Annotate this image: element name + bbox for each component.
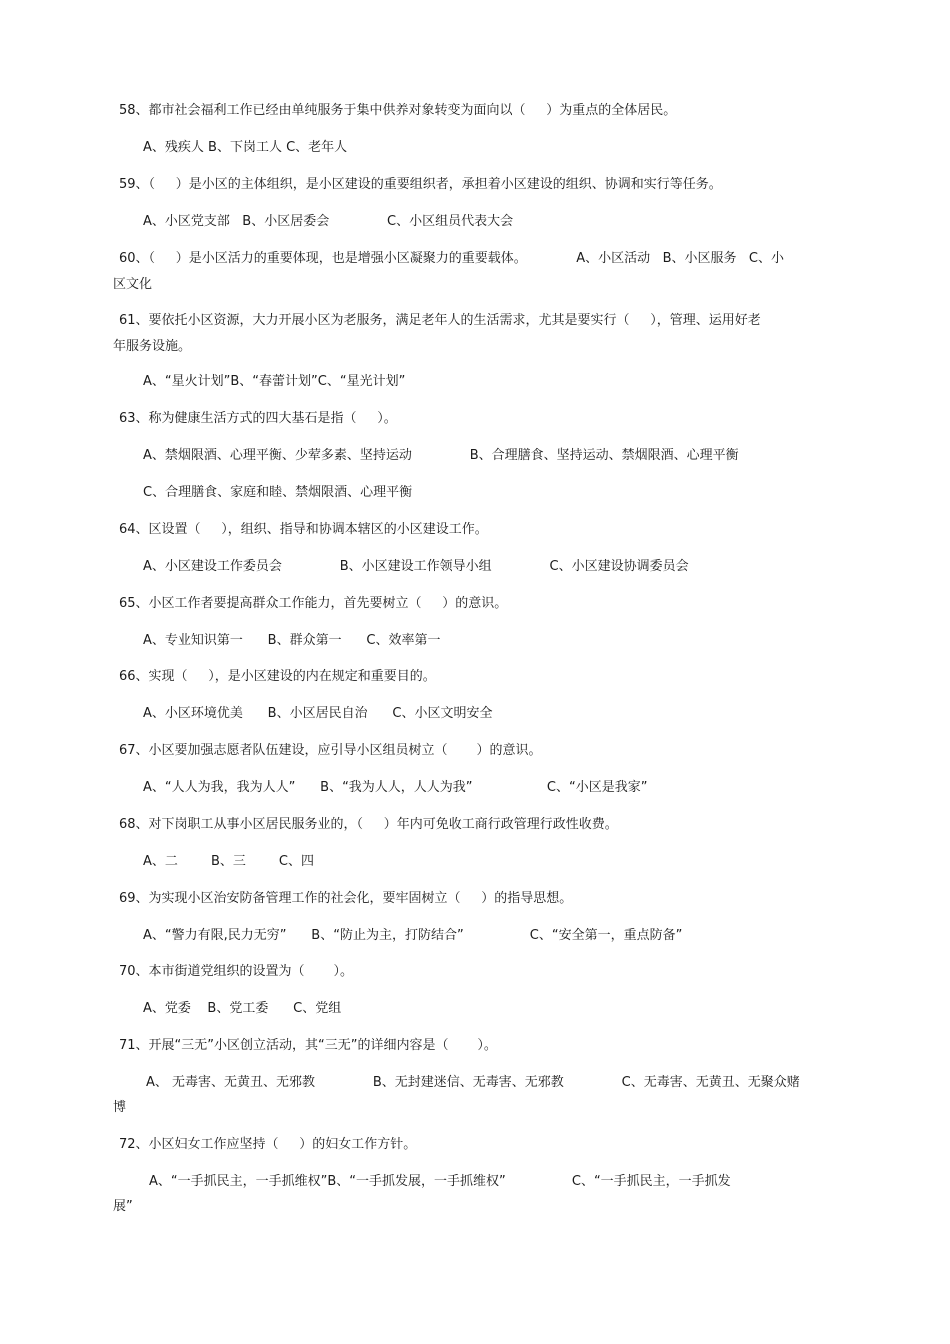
options-71-cont: 博: [113, 1100, 127, 1115]
question-65: 65、小区工作者要提高群众工作能力，首先要树立（ ）的意识。: [119, 596, 508, 611]
options-59: A、小区党支部 B、小区居委会 C、小区组员代表大会: [143, 214, 514, 229]
question-59: 59、（ ）是小区的主体组织，是小区建设的重要组织者，承担着小区建设的组织、协调和实行等任务。: [119, 177, 722, 192]
options-63-line2: C、合理膳食、家庭和睦、禁烟限酒、心理平衡: [143, 485, 413, 500]
options-68: A、二 B、三 C、四: [143, 854, 315, 869]
options-66: A、小区环境优美 B、小区居民自治 C、小区文明安全: [143, 706, 493, 721]
options-67: A、“人人为我，我为人人” B、“我为人人，人人为我” C、“小区是我家”: [143, 780, 648, 795]
options-58: A、残疾人 B、下岗工人 C、老年人: [143, 140, 348, 155]
question-68: 68、对下岗职工从事小区居民服务业的，（ ）年内可免收工商行政管理行政性收费。: [119, 817, 618, 832]
question-67: 67、小区要加强志愿者队伍建设，应引导小区组员树立（ ）的意识。: [119, 743, 542, 758]
question-72: 72、小区妇女工作应坚持（ ）的妇女工作方针。: [119, 1137, 417, 1152]
options-65: A、专业知识第一 B、群众第一 C、效率第一: [143, 633, 441, 648]
options-69: A、“警力有限,民力无穷” B、“防止为主，打防结合” C、“安全第一，重点防备”: [143, 928, 683, 943]
question-61: 61、要依托小区资源，大力开展小区为老服务，满足老年人的生活需求，尤其是要实行（ ），管理、运用好老: [119, 313, 761, 328]
question-71: 71、开展“三无”小区创立活动，其“三无”的详细内容是（ ）。: [119, 1038, 497, 1053]
options-63-line1: A、禁烟限酒、心理平衡、少荤多素、坚持运动 B、合理膳食、坚持运动、禁烟限酒、心理平衡: [143, 448, 739, 463]
question-63: 63、称为健康生活方式的四大基石是指（ ）。: [119, 411, 397, 426]
question-64: 64、区设置（ ），组织、指导和协调本辖区的小区建设工作。: [119, 522, 488, 537]
options-72-cont: 展”: [113, 1199, 133, 1214]
question-60: 60、（ ）是小区活力的重要体现，也是增强小区凝聚力的重要载体。 A、小区活动 B、小区服务 C、小: [119, 251, 784, 266]
question-58: 58、都市社会福利工作已经由单纯服务于集中供养对象转变为面向以（ ）为重点的全体居民。: [119, 103, 677, 118]
options-64: A、小区建设工作委员会 B、小区建设工作领导小组 C、小区建设协调委员会: [143, 559, 689, 574]
question-66: 66、实现（ ），是小区建设的内在规定和重要目的。: [119, 669, 436, 684]
question-70: 70、本市街道党组织的设置为（ ）。: [119, 964, 353, 979]
options-71: A、 无毒害、无黄丑、无邪教 B、无封建迷信、无毒害、无邪教 C、无毒害、无黄丑、无聚众赌: [146, 1075, 800, 1090]
options-70: A、党委 B、党工委 C、党组: [143, 1001, 342, 1016]
options-72: A、“一手抓民主，一手抓维权”B、“一手抓发展，一手抓维权” C、“一手抓民主，一手抓发: [149, 1174, 731, 1189]
options-61: A、“星火计划”B、“春蕾计划”C、“星光计划”: [143, 374, 406, 389]
question-69: 69、为实现小区治安防备管理工作的社会化，要牢固树立（ ）的指导思想。: [119, 891, 573, 906]
question-61-cont: 年服务设施。: [113, 339, 192, 354]
question-60-cont: 区文化: [113, 277, 153, 292]
